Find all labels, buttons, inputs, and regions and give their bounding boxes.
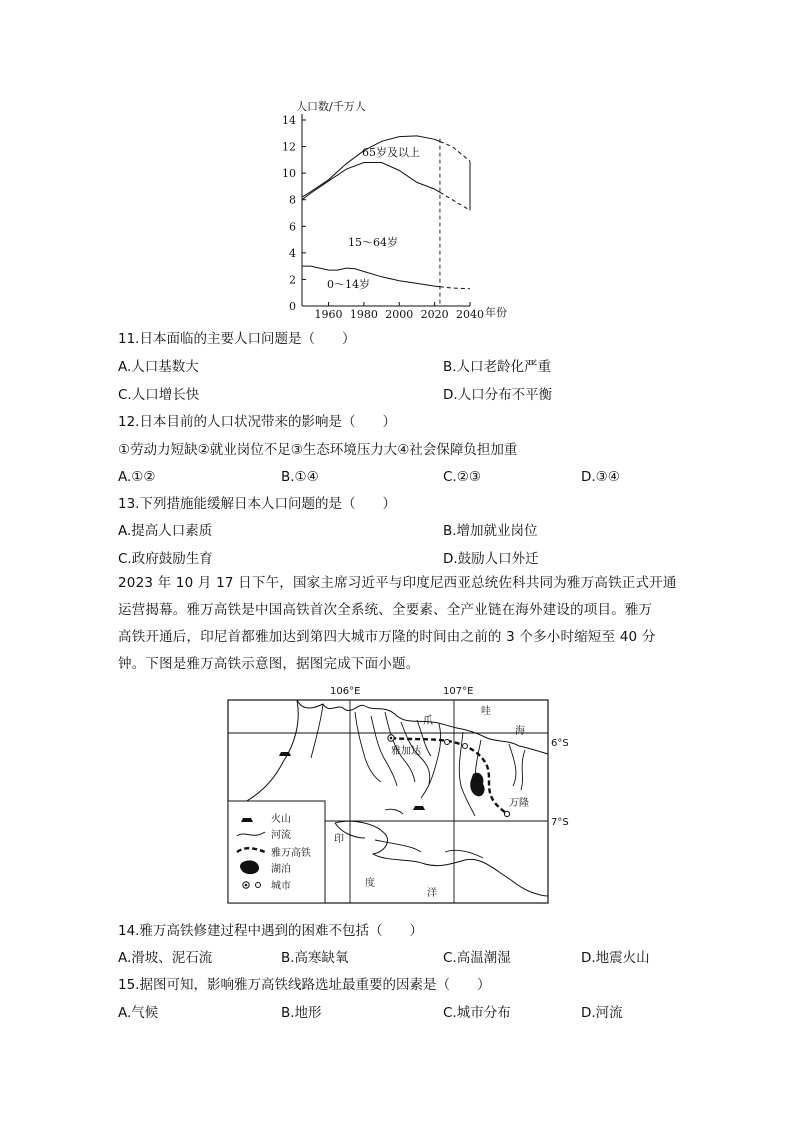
q13-option-d[interactable]: D.鼓励人口外迁 (443, 551, 539, 567)
legend-river-label: 河流 (271, 830, 291, 841)
q14-option-d[interactable]: D.地震火山 (581, 950, 650, 966)
q15-option-d[interactable]: D.河流 (581, 1005, 623, 1021)
legend-volcano-icon (241, 818, 253, 822)
lon-107-label: 107°E (443, 686, 474, 697)
series-line-solid (302, 163, 440, 200)
chart-xlabel: 年份 (485, 306, 507, 319)
q11-option-a[interactable]: A.人口基数大 (118, 359, 199, 375)
x-tick-label: 1960 (314, 308, 343, 321)
ocean-label-1: 印 (334, 834, 344, 845)
q15-option-b[interactable]: B.地形 (281, 1005, 322, 1021)
sea-label-1: 爪 (423, 716, 433, 727)
q12-option-d[interactable]: D.③④ (581, 469, 620, 485)
legend-lake-label: 湖泊 (271, 864, 291, 875)
north-coastline (297, 700, 548, 754)
sea-label-3: 海 (515, 726, 525, 737)
q12-option-a[interactable]: A.①② (118, 469, 156, 485)
q12-option-c[interactable]: C.②③ (443, 469, 481, 485)
y-tick-label: 6 (289, 220, 296, 234)
x-tick-label: 2040 (456, 308, 484, 321)
map-legend (228, 801, 325, 903)
q13-option-c[interactable]: C.政府鼓励生育 (118, 551, 213, 567)
y-tick-label: 14 (282, 114, 296, 127)
q15-option-c[interactable]: C.城市分布 (443, 1005, 511, 1021)
q14-stem: 14.雅万高铁修建过程中遇到的困难不包括（ ） (118, 923, 423, 939)
volcano-icon (279, 752, 291, 756)
sea-label-2: 哇 (481, 706, 491, 717)
y-tick-label: 0 (289, 300, 296, 313)
passage-line: 高铁开通后，印尼首都雅加达到第四大城市万隆的时间由之前的 3 个多小时缩短至 40 分 (118, 629, 656, 645)
y-tick-label: 8 (289, 193, 296, 207)
capital-city-dot (390, 737, 393, 740)
x-tick-label: 1980 (349, 308, 378, 321)
q15-stem: 15.据图可知，影响雅万高铁线路选址最重要的因素是（ ） (118, 977, 491, 993)
series-line-solid (302, 266, 440, 287)
series-line-projected (440, 287, 470, 289)
volcano-icon (413, 806, 425, 810)
chart-ylabel: 人口数/千万人 (296, 100, 366, 113)
passage-line: 运营揭幕。雅万高铁是中国高铁首次全系统、全要素、全产业链在海外建设的项目。雅万 (118, 602, 653, 618)
city-label-bandung: 万隆 (509, 798, 529, 809)
x-tick-label: 2000 (385, 308, 414, 321)
label-65-plus: 65岁及以上 (362, 146, 420, 159)
legend-capital-dot-icon (245, 884, 248, 887)
q11-option-d[interactable]: D.人口分布不平衡 (443, 387, 553, 403)
y-tick-label: 2 (289, 273, 296, 287)
series-line-projected (440, 192, 470, 210)
y-tick-label: 10 (282, 167, 296, 181)
label-15-64: 15～64岁 (348, 236, 398, 249)
lat-6s-label: 6°S (551, 738, 569, 749)
passage-line: 2023 年 10 月 17 日下午，国家主席习近平与印度尼西亚总统佐科共同为雅万高铁正式开通 (118, 575, 677, 591)
lake-icon (470, 773, 484, 797)
legend-city-label: 城市 (271, 881, 291, 892)
q13-stem: 13.下列措施能缓解日本人口问题的是（ ） (118, 496, 396, 512)
legend-railway-label: 雅万高铁 (271, 848, 311, 859)
city-label-jakarta: 雅加达 (391, 746, 421, 757)
city-marker (445, 740, 450, 745)
q14-option-b[interactable]: B.高寒缺氧 (281, 950, 349, 966)
q15-option-a[interactable]: A.气候 (118, 1005, 159, 1021)
population-chart (270, 92, 530, 324)
q11-option-b[interactable]: B.人口老龄化严重 (443, 359, 552, 375)
q11-option-c[interactable]: C.人口增长快 (118, 387, 200, 403)
city-marker (463, 744, 468, 749)
label-0-14: 0～14岁 (327, 278, 370, 291)
legend-volcano-label: 火山 (271, 814, 291, 825)
q12-items: ①劳动力短缺②就业岗位不足③生态环境压力大④社会保障负担加重 (118, 442, 518, 458)
x-tick-label: 2020 (420, 308, 449, 321)
ocean-label-2: 度 (365, 878, 375, 889)
yawan-railway-map (225, 682, 575, 908)
y-tick-label: 4 (289, 246, 296, 260)
q12-stem: 12.日本目前的人口状况带来的影响是（ ） (118, 414, 396, 430)
q13-option-a[interactable]: A.提高人口素质 (118, 523, 213, 539)
passage-line: 钟。下图是雅万高铁示意图，据图完成下面小题。 (118, 656, 420, 672)
q14-option-a[interactable]: A.滑坡、泥石流 (118, 950, 213, 966)
series-line-projected (440, 142, 470, 162)
q12-option-b[interactable]: B.①④ (281, 469, 319, 485)
lon-106-label: 106°E (330, 686, 361, 697)
ocean-label-3: 洋 (427, 888, 437, 899)
legend-city-icon (256, 883, 261, 888)
city-marker (504, 811, 509, 816)
q13-option-b[interactable]: B.增加就业岗位 (443, 523, 538, 539)
y-tick-label: 12 (282, 140, 296, 154)
lat-7s-label: 7°S (551, 817, 569, 828)
passage (118, 570, 678, 678)
q11-stem: 11.日本面临的主要人口问题是（ ） (118, 331, 356, 347)
q14-option-c[interactable]: C.高温潮湿 (443, 950, 511, 966)
